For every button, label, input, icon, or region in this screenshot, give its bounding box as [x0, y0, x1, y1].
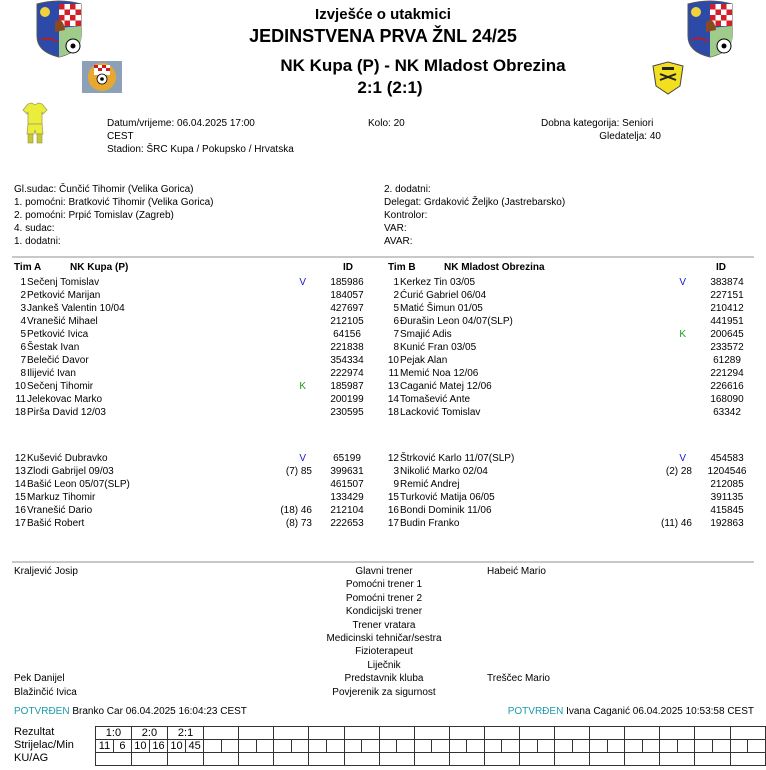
minute-cell	[432, 740, 450, 753]
player-id: 233572	[710, 342, 744, 353]
player-id: 391135	[710, 492, 744, 503]
player-number: 8	[20, 368, 26, 379]
minute-cell	[607, 740, 625, 753]
player-row	[379, 315, 752, 328]
report-title: Izvješće o utakmici	[315, 6, 451, 23]
player-row	[379, 354, 752, 367]
ku-ag-cell	[344, 753, 379, 766]
player-number: 13	[387, 381, 399, 392]
kit-icon	[22, 102, 48, 144]
scorer-cell	[414, 740, 432, 753]
player-row	[379, 504, 752, 517]
player-row	[6, 354, 372, 367]
divider	[12, 561, 754, 563]
scorer-cell	[204, 740, 222, 753]
player-number: 6	[20, 342, 26, 353]
staff-role: Glavni trener	[355, 566, 413, 577]
result-cell: 1:0	[96, 727, 132, 740]
spectators: Gledatelja: 40	[599, 131, 661, 142]
player-name: Bašić Leon 05/07(SLP)	[27, 479, 130, 490]
player-row	[6, 380, 372, 393]
player-number: 1	[393, 277, 399, 288]
player-row	[379, 406, 752, 419]
ku-ag-row	[96, 753, 766, 766]
ku-ag-cell	[625, 753, 660, 766]
scorer-cell	[379, 740, 397, 753]
player-row	[379, 341, 752, 354]
player-name: Štrković Karlo 11/07(SLP)	[400, 453, 515, 464]
player-row	[379, 328, 752, 341]
substitution-info: (7) 85	[285, 466, 312, 477]
player-id: 226616	[710, 381, 744, 392]
player-name: Pirša David 12/03	[27, 407, 106, 418]
player-row	[6, 465, 372, 478]
confirmed-status: POTVRĐEN	[14, 706, 70, 717]
player-name: Đurašin Leon 04/07(SLP)	[400, 316, 513, 327]
minute-cell	[677, 740, 695, 753]
player-row	[6, 393, 372, 406]
result-cell	[414, 727, 449, 740]
captain-marker: K	[299, 381, 306, 392]
staff-away: Treščec Mario	[487, 673, 550, 685]
player-row	[379, 367, 752, 380]
player-number: 3	[393, 466, 399, 477]
ku-ag-cell	[274, 753, 309, 766]
player-id: 222974	[330, 368, 364, 379]
player-row	[379, 491, 752, 504]
player-number: 11	[388, 368, 399, 379]
label-ku-ag: KU/AG	[14, 752, 49, 764]
player-name: Petković Marijan	[27, 290, 101, 301]
player-number: 10	[14, 381, 26, 392]
scorer-row	[96, 740, 766, 753]
player-id: 383874	[710, 277, 744, 288]
competition-title: JEDINSTVENA PRVA ŽNL 24/25	[249, 26, 517, 46]
ku-ag-cell	[660, 753, 695, 766]
scorer-cell	[730, 740, 748, 753]
player-row	[379, 517, 752, 530]
player-number: 13	[14, 466, 26, 477]
match-round: Kolo: 20	[368, 118, 405, 129]
officials-left	[14, 183, 214, 248]
confirmed-by: Ivana Caganić 06.04.2025 10:53:58 CEST	[566, 706, 754, 717]
player-name: Šestak Ivan	[27, 342, 80, 353]
results-table	[95, 726, 766, 766]
match-title: NK Kupa (P) - NK Mladost Obrezina	[280, 56, 566, 75]
result-cell	[204, 727, 239, 740]
player-row	[379, 380, 752, 393]
match-datetime: Datum/vrijeme: 06.04.2025 17:00	[107, 118, 255, 129]
ku-ag-cell	[96, 753, 132, 766]
player-name: Bašić Robert	[27, 518, 85, 529]
scorer-cell	[309, 740, 327, 753]
match-score: 2:1 (2:1)	[357, 78, 423, 97]
staff-home: Kraljević Josip	[14, 566, 78, 577]
player-id: 212104	[330, 505, 364, 516]
result-cell	[344, 727, 379, 740]
county-crest-right	[684, 0, 736, 58]
player-row	[379, 302, 752, 315]
goalkeeper-marker: V	[679, 277, 686, 288]
ku-ag-cell	[449, 753, 484, 766]
minute-cell	[326, 740, 344, 753]
player-name: Memić Noa 12/06	[400, 368, 479, 379]
ku-ag-cell	[379, 753, 414, 766]
confirmed-by: Branko Car 06.04.2025 16:04:23 CEST	[72, 706, 247, 717]
player-number: 10	[387, 355, 399, 366]
goalkeeper-marker: V	[299, 453, 306, 464]
player-number: 3	[20, 303, 26, 314]
player-number: 7	[393, 329, 399, 340]
player-row	[6, 315, 372, 328]
scorer-cell: 10	[131, 740, 149, 753]
result-cell	[520, 727, 555, 740]
staff-role: Pomoćni trener 1	[345, 579, 423, 591]
team-a-name: NK Kupa (P)	[70, 262, 129, 273]
official-assistant-1: 1. pomoćni: Bratković Tihomir (Velika Gorica)	[14, 197, 214, 208]
player-id: 399631	[330, 466, 364, 477]
minute-cell: 16	[149, 740, 167, 753]
player-number: 2	[20, 290, 26, 301]
player-id: 222653	[330, 518, 364, 529]
player-row	[6, 341, 372, 354]
staff-role: Medicinski tehničar/sestra	[326, 633, 442, 644]
minute-cell	[713, 740, 731, 753]
player-number: 17	[387, 518, 399, 529]
match-timezone: CEST	[107, 131, 134, 142]
player-name: Sečenj Tomislav	[27, 277, 100, 288]
ku-ag-cell	[520, 753, 555, 766]
scorer-cell	[239, 740, 257, 753]
player-name: Kušević Dubravko	[27, 453, 108, 464]
player-name: Ilijević Ivan	[27, 368, 76, 379]
minute-cell	[397, 740, 415, 753]
player-row	[6, 276, 372, 289]
staff-home: Blažinčić Ivica	[14, 686, 77, 698]
scorer-cell	[660, 740, 678, 753]
player-id: 221838	[330, 342, 364, 353]
player-id: 221294	[710, 368, 744, 379]
scorer-cell	[695, 740, 713, 753]
player-row	[379, 393, 752, 406]
player-name: Turković Matija 06/05	[400, 492, 495, 503]
ku-ag-cell	[309, 753, 344, 766]
minute-cell	[748, 740, 766, 753]
player-name: Nikolić Marko 02/04	[400, 466, 488, 477]
player-name: Tomašević Ante	[400, 394, 471, 405]
player-name: Vranešić Dario	[27, 505, 93, 516]
player-name: Pejak Alan	[400, 355, 448, 366]
team-b-label: Tim B	[388, 262, 416, 273]
substitution-info: (8) 73	[285, 518, 312, 529]
ku-ag-cell	[414, 753, 449, 766]
ku-ag-cell	[555, 753, 590, 766]
minute-cell	[362, 740, 380, 753]
result-cell	[449, 727, 484, 740]
player-id: 64156	[333, 329, 361, 340]
player-name: Caganić Matej 12/06	[400, 381, 492, 392]
result-cell	[309, 727, 344, 740]
player-number: 4	[20, 316, 26, 327]
player-row	[6, 289, 372, 302]
player-id: 133429	[330, 492, 364, 503]
player-name: Sečenj Tihomir	[27, 381, 94, 392]
scorer-cell	[484, 740, 502, 753]
label-scorer-minute: Strijelac/Min	[14, 739, 74, 751]
player-name: Kerkez Tin 03/05	[400, 277, 476, 288]
player-row	[379, 276, 752, 289]
player-name: Smajić Adis	[400, 329, 452, 340]
minute-cell	[642, 740, 660, 753]
staff-role: Predstavnik kluba	[344, 673, 424, 685]
player-number: 18	[387, 407, 399, 418]
player-row	[379, 452, 752, 465]
player-number: 11	[15, 394, 26, 405]
player-id: 185987	[330, 381, 364, 392]
player-number: 14	[14, 479, 26, 490]
player-name: Vranešić Mihael	[27, 316, 98, 327]
result-cell	[625, 727, 660, 740]
player-number: 5	[20, 329, 26, 340]
player-row	[6, 478, 372, 491]
player-name: Petković Ivica	[27, 329, 89, 340]
player-name: Jankeš Valentin 10/04	[27, 303, 125, 314]
player-name: Kunić Fran 03/05	[400, 342, 477, 353]
staff-role: Povjerenik za sigurnost	[332, 686, 436, 698]
staff-role: Fizioterapeut	[355, 646, 413, 658]
official-controller: Kontrolor:	[384, 210, 428, 221]
player-id: 415845	[710, 505, 744, 516]
player-number: 9	[393, 479, 399, 490]
player-id: 454583	[710, 453, 744, 464]
player-id: 65199	[333, 453, 361, 464]
player-id: 192863	[710, 518, 744, 529]
result-cell	[484, 727, 519, 740]
goalkeeper-marker: V	[299, 277, 306, 288]
official-fourth: 4. sudac:	[14, 223, 55, 234]
player-id: 354334	[330, 355, 364, 366]
scorer-cell	[590, 740, 608, 753]
player-id: 61289	[713, 355, 741, 366]
player-id: 427697	[330, 303, 364, 314]
player-name: Ćurić Gabriel 06/04	[400, 290, 487, 301]
minute-cell	[502, 740, 520, 753]
result-cell: 2:0	[131, 727, 167, 740]
scorer-cell	[625, 740, 643, 753]
player-row	[6, 517, 372, 530]
player-id: 212105	[330, 316, 364, 327]
scorer-cell	[555, 740, 573, 753]
scorer-cell: 10	[168, 740, 186, 753]
minute-cell	[537, 740, 555, 753]
minute-cell: 45	[186, 740, 204, 753]
player-number: 15	[14, 492, 26, 503]
player-name: Bondi Dominik 11/06	[400, 505, 492, 516]
scorer-cell	[449, 740, 467, 753]
player-number: 18	[14, 407, 26, 418]
result-cell	[695, 727, 730, 740]
scorer-cell	[344, 740, 362, 753]
official-delegate: Delegat: Grdaković Željko (Jastrebarsko)	[384, 197, 566, 208]
player-row	[379, 289, 752, 302]
scorer-cell: 11	[96, 740, 114, 753]
team-b-name: NK Mladost Obrezina	[444, 262, 545, 273]
player-number: 16	[14, 505, 26, 516]
player-row	[379, 465, 752, 478]
team-a-id-header: ID	[343, 262, 353, 273]
scorer-cell	[274, 740, 292, 753]
minute-cell: 6	[114, 740, 132, 753]
result-cell	[590, 727, 625, 740]
result-cell	[555, 727, 590, 740]
official-additional-1: 1. dodatni:	[14, 236, 61, 247]
player-number: 1	[20, 277, 26, 288]
player-number: 6	[393, 316, 399, 327]
age-category: Dobna kategorija: Seniori	[541, 118, 654, 129]
staff-role: Trener vratara	[352, 619, 416, 631]
result-cell	[239, 727, 274, 740]
player-id: 63342	[713, 407, 741, 418]
player-id: 227151	[710, 290, 744, 301]
result-cell: 2:1	[168, 727, 204, 740]
player-row	[6, 452, 372, 465]
official-main-referee: Gl.sudac: Čunčić Tihomir (Velika Gorica)	[14, 184, 194, 195]
official-avar: AVAR:	[384, 236, 413, 247]
player-number: 8	[393, 342, 399, 353]
official-var: VAR:	[384, 223, 407, 234]
confirmation-away	[508, 706, 754, 717]
player-number: 5	[393, 303, 399, 314]
ku-ag-cell	[131, 753, 167, 766]
player-id: 441951	[710, 316, 744, 327]
player-id: 1204546	[707, 466, 747, 477]
team-b-id-header: ID	[716, 262, 726, 273]
label-result: Rezultat	[14, 726, 55, 738]
player-number: 12	[14, 453, 26, 464]
minute-cell	[467, 740, 485, 753]
staff-home: Pek Danijel	[14, 673, 65, 685]
ku-ag-cell	[484, 753, 519, 766]
divider	[12, 256, 754, 258]
scorer-cell	[520, 740, 538, 753]
player-row	[6, 328, 372, 341]
player-id: 200645	[710, 329, 744, 340]
player-id: 461507	[330, 479, 364, 490]
result-row	[96, 727, 766, 740]
substitution-info: (18) 46	[280, 505, 312, 516]
player-name: Zlodi Gabrijel 09/03	[27, 466, 114, 477]
player-row	[6, 367, 372, 380]
player-name: Jelekovac Marko	[27, 394, 103, 405]
ku-ag-cell	[168, 753, 204, 766]
staff-role: Liječnik	[367, 659, 401, 671]
official-assistant-2: 2. pomoćni: Prpić Tomislav (Zagreb)	[14, 210, 174, 221]
staff-role: Pomoćni trener 2	[345, 592, 423, 604]
minute-cell	[256, 740, 274, 753]
ku-ag-cell	[239, 753, 274, 766]
confirmation-home	[14, 706, 247, 717]
ku-ag-cell	[204, 753, 239, 766]
ku-ag-cell	[730, 753, 765, 766]
confirmed-status: POTVRĐEN	[507, 706, 564, 717]
player-id: 168090	[710, 394, 744, 405]
player-id: 212085	[710, 479, 744, 490]
player-row	[6, 406, 372, 419]
ku-ag-cell	[590, 753, 625, 766]
player-number: 7	[20, 355, 26, 366]
player-name: Budin Franko	[400, 518, 460, 529]
player-row	[6, 491, 372, 504]
captain-marker: K	[679, 329, 686, 340]
player-number: 17	[14, 518, 26, 529]
goalkeeper-marker: V	[679, 453, 686, 464]
player-id: 185986	[330, 277, 364, 288]
player-id: 184057	[330, 290, 364, 301]
player-row	[379, 478, 752, 491]
staff-away: Habeić Mario	[487, 566, 546, 577]
player-row	[6, 504, 372, 517]
club-logo-away	[650, 60, 686, 96]
player-name: Lacković Tomislav	[400, 407, 481, 418]
staff-role: Kondicijski trener	[345, 606, 423, 618]
player-id: 200199	[330, 394, 364, 405]
minute-cell	[291, 740, 309, 753]
player-number: 15	[387, 492, 399, 503]
player-number: 16	[387, 505, 399, 516]
minute-cell	[221, 740, 239, 753]
player-row	[6, 302, 372, 315]
result-cell	[660, 727, 695, 740]
player-name: Matić Šimun 01/05	[400, 303, 483, 314]
player-id: 210412	[710, 303, 744, 314]
player-number: 14	[387, 394, 399, 405]
result-cell	[730, 727, 765, 740]
result-cell	[274, 727, 309, 740]
official-additional-2: 2. dodatni:	[384, 184, 431, 195]
team-a-label: Tim A	[14, 262, 42, 273]
player-name: Markuz Tihomir	[27, 492, 96, 503]
player-number: 2	[393, 290, 399, 301]
substitution-info: (2) 28	[665, 466, 692, 477]
player-id: 230595	[330, 407, 364, 418]
result-cell	[379, 727, 414, 740]
ku-ag-cell	[695, 753, 730, 766]
player-name: Remić Andrej	[400, 479, 460, 490]
minute-cell	[572, 740, 590, 753]
match-stadium: Stadion: ŠRC Kupa / Pokupsko / Hrvatska	[107, 144, 294, 155]
substitution-info: (11) 46	[661, 518, 692, 529]
officials-right	[384, 183, 565, 248]
player-number: 12	[387, 453, 399, 464]
player-name: Belečić Davor	[27, 355, 89, 366]
